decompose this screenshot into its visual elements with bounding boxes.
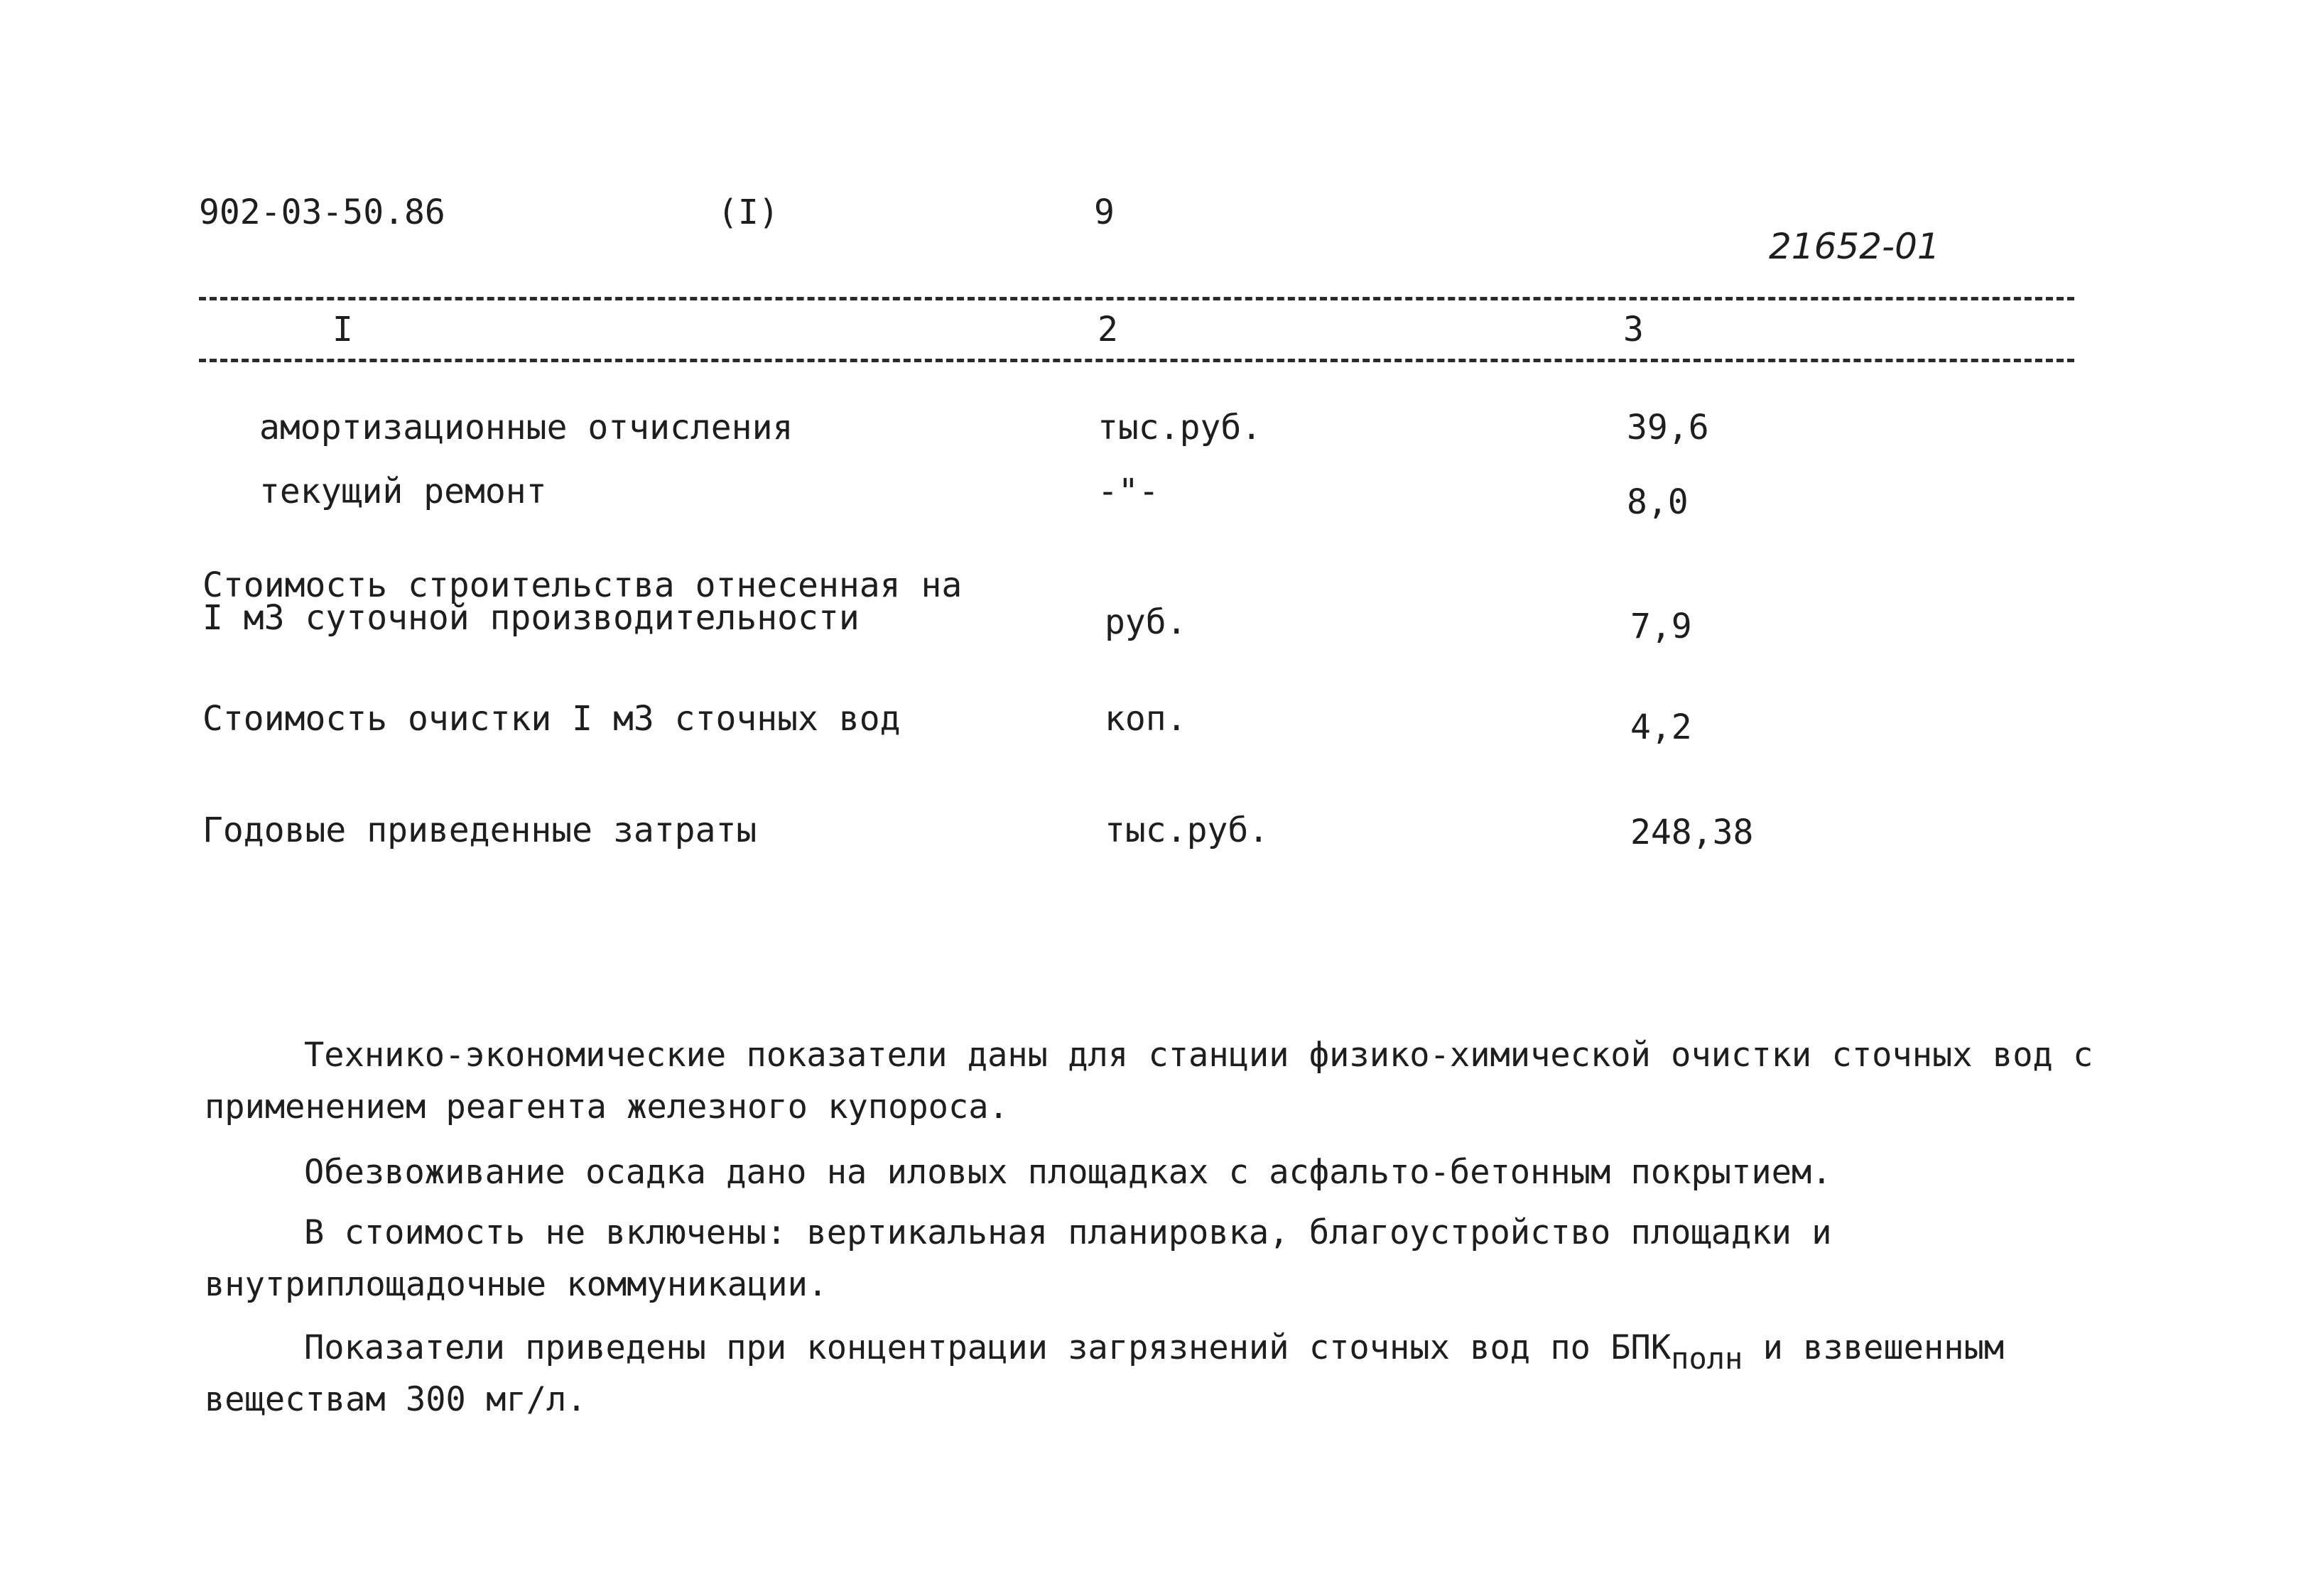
note-paragraph-4 [205, 1323, 2137, 1426]
row-unit: руб. [1105, 602, 1187, 642]
row-label: Годовые приведенные затраты [202, 810, 757, 850]
row-label-line2: I м3 суточной производительности [202, 598, 860, 638]
page-number: 9 [1094, 192, 1115, 232]
row-value: 7,9 [1630, 607, 1692, 646]
document-part: (I) [717, 192, 779, 232]
document-code: 902-03-50.86 [199, 192, 445, 232]
row-value: 8,0 [1627, 482, 1689, 522]
row-unit: -"- [1098, 472, 1159, 511]
note-4-text-end: и взвешенным веществам 300 мг/л. [205, 1328, 2005, 1419]
note-4-text: Показатели приведены при концентрации загрязнений сточных вод по БПК [304, 1328, 1672, 1367]
row-label: Стоимость очистки I м3 сточных вод [202, 699, 901, 739]
table-top-rule [199, 297, 2074, 300]
table-header-rule [199, 359, 2074, 362]
row-value: 4,2 [1630, 707, 1692, 747]
row-label: амортизационные отчисления [259, 408, 793, 447]
column-header-1: I [332, 310, 353, 349]
column-header-2: 2 [1098, 310, 1118, 349]
handwritten-reference: 21652-01 [1769, 226, 1940, 267]
note-4-subscript: полн [1671, 1341, 1743, 1376]
note-paragraph-2: Обезвоживание осадка дано на иловых площадках с асфальто-бетонным покрытием. [304, 1153, 1832, 1192]
row-value: 248,38 [1630, 813, 1754, 852]
row-label-line1: Стоимость строительства отнесенная на [202, 565, 963, 605]
row-value: 39,6 [1627, 408, 1709, 447]
row-unit: тыс.руб. [1098, 408, 1262, 447]
note-paragraph-1: Технико-экономические показатели даны для станции физико-химической очистки сточных вод с применением реагента железного купороса. [205, 1036, 2093, 1127]
note-paragraph-3: В стоимость не включены: вертикальная планировка, благоустройство площадки и внутриплощадочные коммуникации. [205, 1213, 1832, 1304]
row-unit: тыс.руб. [1105, 810, 1269, 850]
row-label: текущий ремонт [259, 472, 547, 511]
row-unit: коп. [1105, 699, 1187, 739]
column-header-3: 3 [1623, 310, 1644, 349]
